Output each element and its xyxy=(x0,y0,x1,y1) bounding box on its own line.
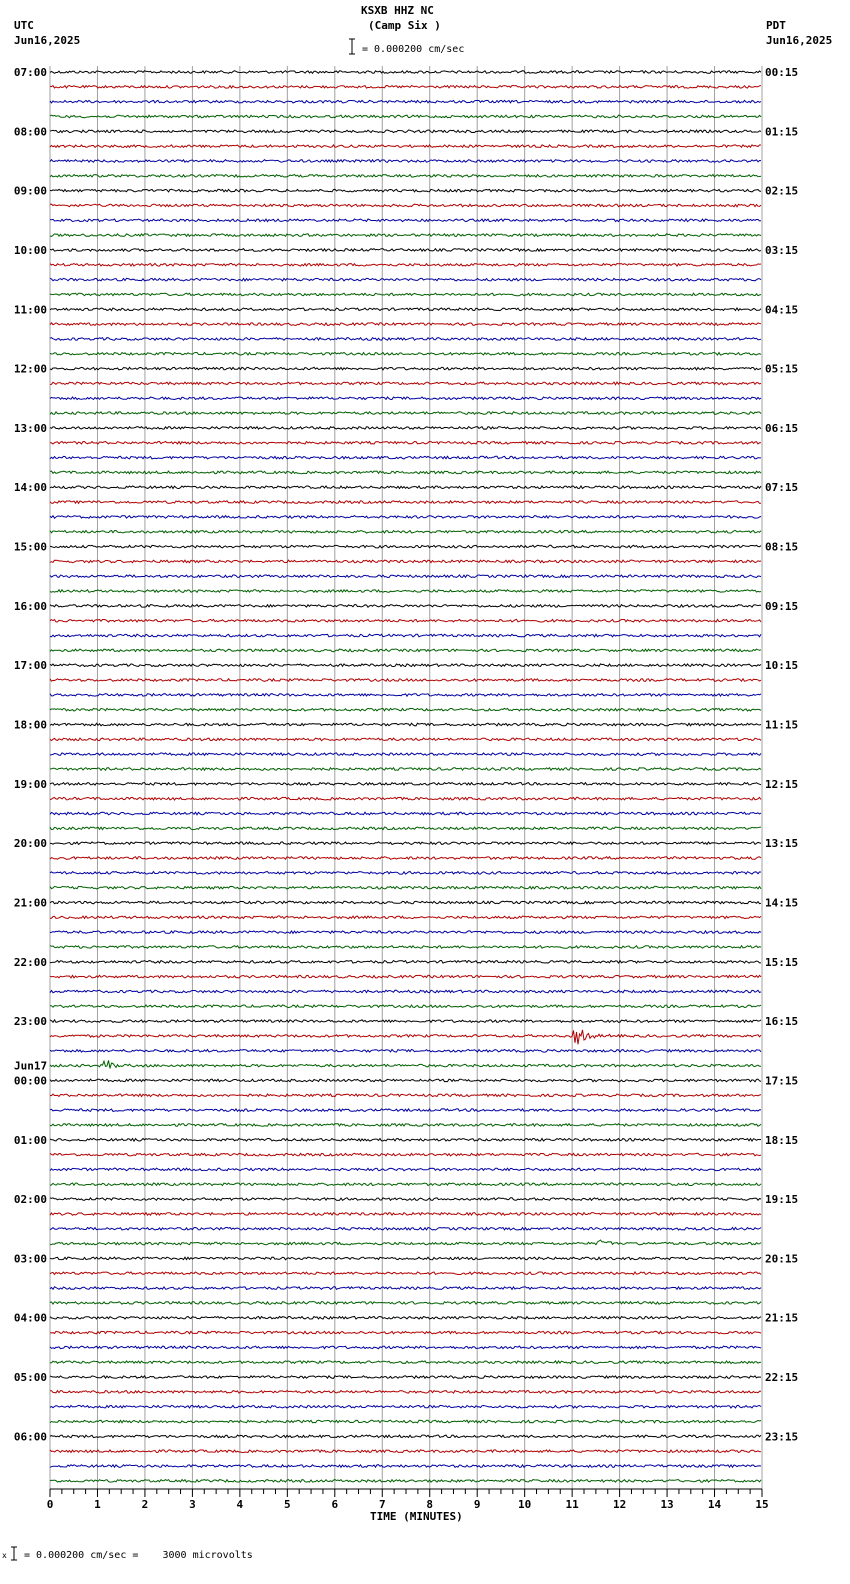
utc-hour-label: 23:00 xyxy=(13,1015,47,1029)
seismic-trace xyxy=(50,738,761,741)
seismic-trace xyxy=(50,219,761,222)
x-tick-label: 2 xyxy=(141,1498,149,1511)
utc-hour-label: 20:00 xyxy=(13,837,47,851)
seismic-trace xyxy=(50,1331,761,1334)
utc-hour-label: 16:00 xyxy=(13,599,47,613)
pdt-hour-label: 17:15 xyxy=(765,1074,799,1088)
seismic-trace xyxy=(50,634,761,637)
pdt-hour-label: 14:15 xyxy=(765,896,799,910)
seismic-trace xyxy=(50,708,761,711)
seismic-trace xyxy=(50,605,761,608)
seismic-trace xyxy=(50,797,761,800)
pdt-hour-label: 21:15 xyxy=(765,1311,799,1325)
seismic-trace xyxy=(50,857,761,860)
seismic-trace xyxy=(50,1020,761,1023)
x-tick-label: 13 xyxy=(660,1498,674,1511)
seismic-trace xyxy=(50,189,761,192)
scale-bar-icon xyxy=(349,39,355,54)
pdt-hour-label: 11:15 xyxy=(765,718,799,732)
utc-hour-label: 07:00 xyxy=(13,66,47,79)
utc-hour-label: 19:00 xyxy=(13,777,47,791)
seismic-trace xyxy=(50,501,761,504)
seismic-trace xyxy=(50,1287,761,1290)
seismic-trace xyxy=(50,100,761,103)
pdt-hour-label: 01:15 xyxy=(765,125,799,139)
seismic-trace xyxy=(50,946,761,949)
x-tick-label: 6 xyxy=(331,1498,339,1511)
seismic-trace xyxy=(50,1124,761,1127)
utc-hour-label: 06:00 xyxy=(13,1430,47,1444)
x-tick-label: 7 xyxy=(378,1498,386,1511)
x-tick-label: 14 xyxy=(707,1498,722,1511)
seismic-traces xyxy=(50,71,761,1482)
utc-hour-label: 03:00 xyxy=(13,1252,47,1266)
seismic-trace xyxy=(50,1079,761,1082)
seismic-trace xyxy=(50,1257,761,1260)
utc-hour-label: 00:00 xyxy=(13,1074,47,1088)
seismic-trace xyxy=(50,1227,761,1230)
seismic-trace xyxy=(50,886,761,889)
minute-gridlines xyxy=(50,66,762,1489)
date-change-label: Jun17 xyxy=(14,1059,48,1073)
seismic-trace xyxy=(50,1153,761,1156)
seismic-trace xyxy=(50,961,761,964)
seismic-trace xyxy=(50,86,761,89)
right-timezone: PDT xyxy=(766,19,786,32)
seismic-trace xyxy=(50,931,761,934)
x-tick-label: 8 xyxy=(426,1498,434,1511)
pdt-hour-label: 03:15 xyxy=(765,243,799,257)
seismic-trace xyxy=(50,560,761,563)
seismic-trace xyxy=(50,1183,761,1186)
x-tick-label: 9 xyxy=(473,1498,481,1511)
utc-hour-label: 13:00 xyxy=(13,421,47,435)
x-axis-label: TIME (MINUTES) xyxy=(370,1510,463,1523)
utc-hour-label: 21:00 xyxy=(13,896,47,910)
seismic-trace xyxy=(50,1302,761,1305)
utc-hour-label: 17:00 xyxy=(13,659,47,673)
pdt-hour-labels xyxy=(765,66,798,1443)
pdt-hour-label: 02:15 xyxy=(765,184,799,198)
seismic-trace xyxy=(50,442,761,445)
seismic-trace xyxy=(50,1005,761,1008)
seismic-trace xyxy=(50,1213,761,1216)
utc-hour-label: 08:00 xyxy=(13,125,47,139)
seismic-trace xyxy=(50,382,761,385)
seismic-trace xyxy=(50,1030,761,1044)
seismic-trace xyxy=(50,1060,761,1068)
seismic-trace xyxy=(50,619,761,622)
utc-hour-label: 22:00 xyxy=(13,955,47,969)
pdt-hour-label: 16:15 xyxy=(765,1015,799,1029)
seismic-trace xyxy=(50,234,761,237)
utc-hour-labels xyxy=(14,66,47,1443)
utc-hour-label: 09:00 xyxy=(13,184,47,198)
seismic-trace xyxy=(50,145,761,148)
seismic-trace xyxy=(50,160,761,163)
seismic-trace xyxy=(50,412,761,415)
seismic-trace xyxy=(50,872,761,875)
seismic-trace xyxy=(50,1450,761,1453)
pdt-hour-label: 06:15 xyxy=(765,421,799,435)
seismic-trace xyxy=(50,1376,761,1379)
utc-hour-label: 18:00 xyxy=(13,718,47,732)
seismic-trace xyxy=(50,1361,761,1364)
seismic-trace xyxy=(50,486,761,489)
x-tick-label: 4 xyxy=(236,1498,244,1511)
seismic-trace xyxy=(50,338,761,341)
utc-hour-label: 10:00 xyxy=(13,243,47,257)
pdt-hour-label: 13:15 xyxy=(765,837,799,851)
x-tick-label: 3 xyxy=(189,1498,196,1511)
footer-prefix: x xyxy=(2,1551,7,1560)
seismic-trace xyxy=(50,1316,761,1319)
seismic-trace xyxy=(50,783,761,786)
seismic-trace xyxy=(50,175,761,178)
seismic-trace xyxy=(50,1168,761,1171)
seismic-trace xyxy=(50,664,761,667)
x-tick-label: 1 xyxy=(94,1498,101,1511)
seismic-trace xyxy=(50,323,761,326)
pdt-hour-label: 07:15 xyxy=(765,481,799,495)
x-tick-label: 11 xyxy=(565,1498,579,1511)
seismic-trace xyxy=(50,427,761,430)
utc-hour-label: 11:00 xyxy=(13,303,47,317)
time-axis xyxy=(50,1489,762,1497)
pdt-hour-label: 20:15 xyxy=(765,1252,799,1266)
station-title: KSXB HHZ NC xyxy=(361,4,434,17)
seismic-trace xyxy=(50,649,761,652)
seismic-trace xyxy=(50,590,761,593)
seismic-trace xyxy=(50,71,761,74)
seismic-trace xyxy=(50,1109,761,1112)
seismic-trace xyxy=(50,204,761,207)
seismic-trace xyxy=(50,308,761,311)
station-location: (Camp Six ) xyxy=(368,19,441,32)
seismic-trace xyxy=(50,827,761,830)
seismic-trace xyxy=(50,679,761,682)
seismic-trace xyxy=(50,293,761,296)
right-date: Jun16,2025 xyxy=(766,34,833,47)
seismic-trace xyxy=(50,1139,761,1142)
seismic-trace xyxy=(50,397,761,400)
seismic-trace xyxy=(50,278,761,281)
seismic-trace xyxy=(50,916,761,919)
seismic-trace xyxy=(50,471,761,474)
seismic-trace xyxy=(50,842,761,845)
footer-scale-bar-icon xyxy=(11,1547,17,1560)
seismic-trace xyxy=(50,367,761,370)
pdt-hour-label: 04:15 xyxy=(765,303,799,317)
pdt-hour-label: 18:15 xyxy=(765,1133,799,1147)
seismic-trace xyxy=(50,694,761,697)
seismic-trace xyxy=(50,1405,761,1408)
x-tick-label: 15 xyxy=(755,1498,769,1511)
utc-hour-label: 04:00 xyxy=(13,1311,47,1325)
seismic-trace xyxy=(50,264,761,267)
x-tick-label: 10 xyxy=(518,1498,532,1511)
seismic-trace xyxy=(50,1391,761,1394)
seismic-trace xyxy=(50,353,761,356)
seismic-trace xyxy=(50,1346,761,1349)
seismic-trace xyxy=(50,456,761,459)
pdt-hour-label: 05:15 xyxy=(765,362,799,376)
seismic-trace xyxy=(50,975,761,978)
utc-hour-label: 05:00 xyxy=(13,1371,47,1385)
seismic-trace xyxy=(50,1420,761,1423)
pdt-hour-label: 09:15 xyxy=(765,599,799,613)
seismic-trace xyxy=(50,1050,761,1053)
footer-scale-text: = 0.000200 cm/sec = 3000 microvolts xyxy=(24,1550,253,1561)
pdt-hour-label: 19:15 xyxy=(765,1193,799,1207)
seismic-trace xyxy=(50,1094,761,1097)
seismic-trace xyxy=(50,1435,761,1438)
pdt-hour-label: 12:15 xyxy=(765,777,799,791)
seismic-trace xyxy=(50,1198,761,1201)
seismic-trace xyxy=(50,575,761,578)
seismic-trace xyxy=(50,545,761,548)
utc-hour-label: 01:00 xyxy=(13,1133,47,1147)
utc-hour-label: 14:00 xyxy=(13,481,47,495)
pdt-hour-label: 22:15 xyxy=(765,1371,799,1385)
seismic-trace xyxy=(50,753,761,756)
left-date: Jun16,2025 xyxy=(14,34,81,47)
seismic-trace xyxy=(50,130,761,133)
utc-hour-label: 02:00 xyxy=(13,1193,47,1207)
seismic-trace xyxy=(50,516,761,519)
seismic-trace xyxy=(50,990,761,993)
seismic-trace xyxy=(50,1240,761,1245)
pdt-hour-label: 08:15 xyxy=(765,540,799,554)
pdt-hour-label: 10:15 xyxy=(765,659,799,673)
seismic-trace xyxy=(50,1480,761,1483)
seismic-trace xyxy=(50,812,761,815)
seismic-trace xyxy=(50,1465,761,1468)
pdt-hour-label: 15:15 xyxy=(765,955,799,969)
x-tick-label: 5 xyxy=(284,1498,291,1511)
x-tick-label: 12 xyxy=(612,1498,627,1511)
seismic-trace xyxy=(50,530,761,533)
seismic-trace xyxy=(50,115,761,118)
pdt-hour-label: 23:15 xyxy=(765,1430,799,1444)
x-tick-label: 0 xyxy=(46,1498,54,1511)
seismic-trace xyxy=(50,723,761,726)
seismic-trace xyxy=(50,901,761,904)
seismic-trace xyxy=(50,1272,761,1275)
seismic-trace xyxy=(50,768,761,771)
scale-text: = 0.000200 cm/sec xyxy=(362,44,465,55)
seismic-trace xyxy=(50,249,761,252)
left-timezone: UTC xyxy=(14,19,34,32)
utc-hour-label: 15:00 xyxy=(13,540,47,554)
utc-hour-label: 12:00 xyxy=(13,362,47,376)
pdt-hour-label: 00:15 xyxy=(765,66,799,79)
